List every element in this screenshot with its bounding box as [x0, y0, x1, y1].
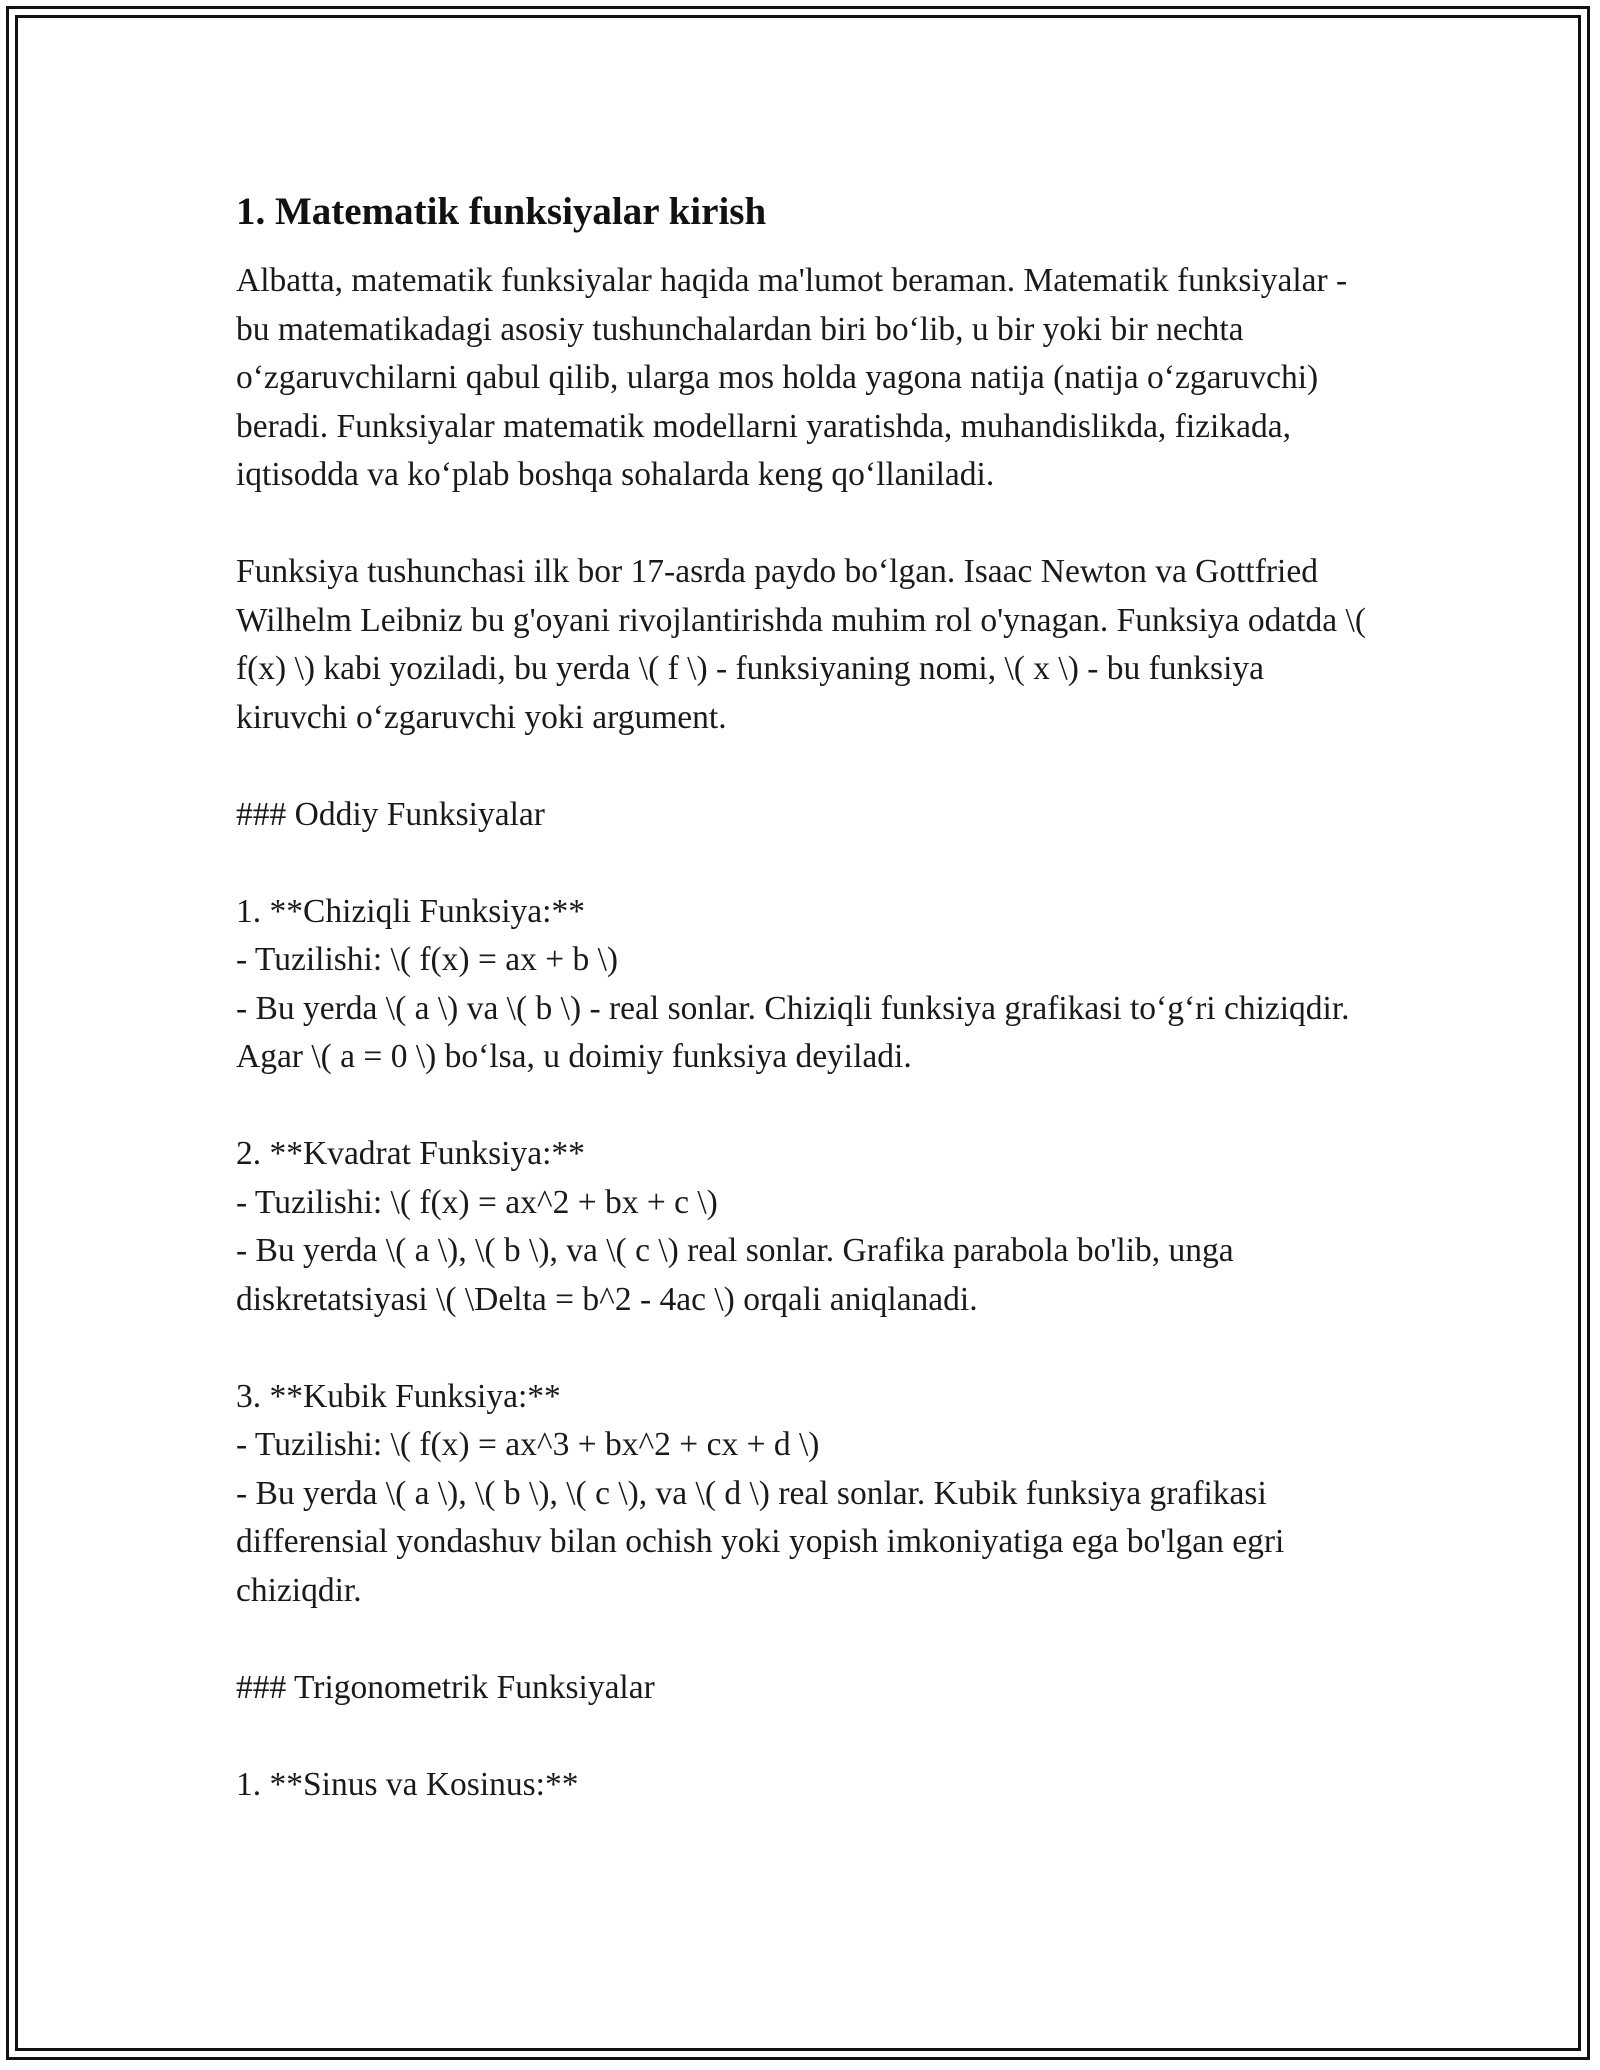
section-heading-trigonometrik: ### Trigonometrik Funksiyalar: [236, 1668, 655, 1706]
paragraph-spacer: [236, 500, 1366, 549]
paragraph-spacer: [236, 1324, 1366, 1373]
document-title: 1. Matematik funksiyalar kirish: [236, 190, 767, 233]
list-item-chiziqli: 1. **Chiziqli Funksiya:** - Tuzilishi: \( f(x) = ax + b \) - Bu yerda \( a \) va \( b \) - real sonlar. Chiziqli funksiya grafikasi to‘g‘ri chiziqdir. Agar \( a = 0 \) bo‘lsa, u doimiy funksiya deyiladi.: [236, 892, 1350, 1075]
section-heading-oddiy: ### Oddiy Funksiyalar: [236, 795, 545, 833]
history-paragraph: Funksiya tushunchasi ilk bor 17-asrda paydo bo‘lgan. Isaac Newton va Gottfried Wilhelm Leibniz bu g'oyani rivojlantirishda muhim rol o'ynagan. Funksiya odatda \( f(x) \) kabi yoziladi, bu yerda \( f \) - funksiyaning nomi, \( x \) - bu funksiya kiruvchi o‘zgaruvchi yoki argument.: [236, 553, 1366, 736]
paragraph-spacer: [236, 742, 1366, 791]
list-item-kvadrat: 2. **Kvadrat Funksiya:** - Tuzilishi: \( f(x) = ax^2 + bx + c \) - Bu yerda \( a \), \( b \), va \( c \) real sonlar. Grafika parabola bo'lib, unga diskretatsiyasi \( \Delta = b^2 - 4ac \) orqali aniqlanadi.: [236, 1135, 1234, 1318]
paragraph-spacer: [236, 1615, 1366, 1664]
list-item-kubik: 3. **Kubik Funksiya:** - Tuzilishi: \( f(x) = ax^3 + bx^2 + cx + d \) - Bu yerda \( a \), \( b \), \( c \), va \( d \) real sonlar. Kubik funksiya grafikasi differensial yondashuv bilan ochish yoki yopish imkoniyatiga ega bo'lgan egri chiziqdir.: [236, 1377, 1285, 1609]
paragraph-spacer: [236, 1082, 1366, 1131]
intro-paragraph: Albatta, matematik funksiyalar haqida ma'lumot beraman. Matematik funksiyalar - bu matematikadagi asosiy tushunchalardan biri bo‘lib, u bir yoki bir nechta o‘zgaruvchilarni qabul qilib, ularga mos holda yagona natija (natija o‘zgaruvchi) beradi. Funksiyalar matematik modellarni yaratishda, muhandislikda, fizikada, iqtisodda va ko‘plab boshqa sohalarda keng qo‘llaniladi.: [236, 262, 1348, 493]
paragraph-spacer: [236, 839, 1366, 888]
list-item-sinus-kosinus: 1. **Sinus va Kosinus:**: [236, 1765, 579, 1803]
paragraph-spacer: [236, 1712, 1366, 1761]
document-body: [236, 188, 1366, 1809]
